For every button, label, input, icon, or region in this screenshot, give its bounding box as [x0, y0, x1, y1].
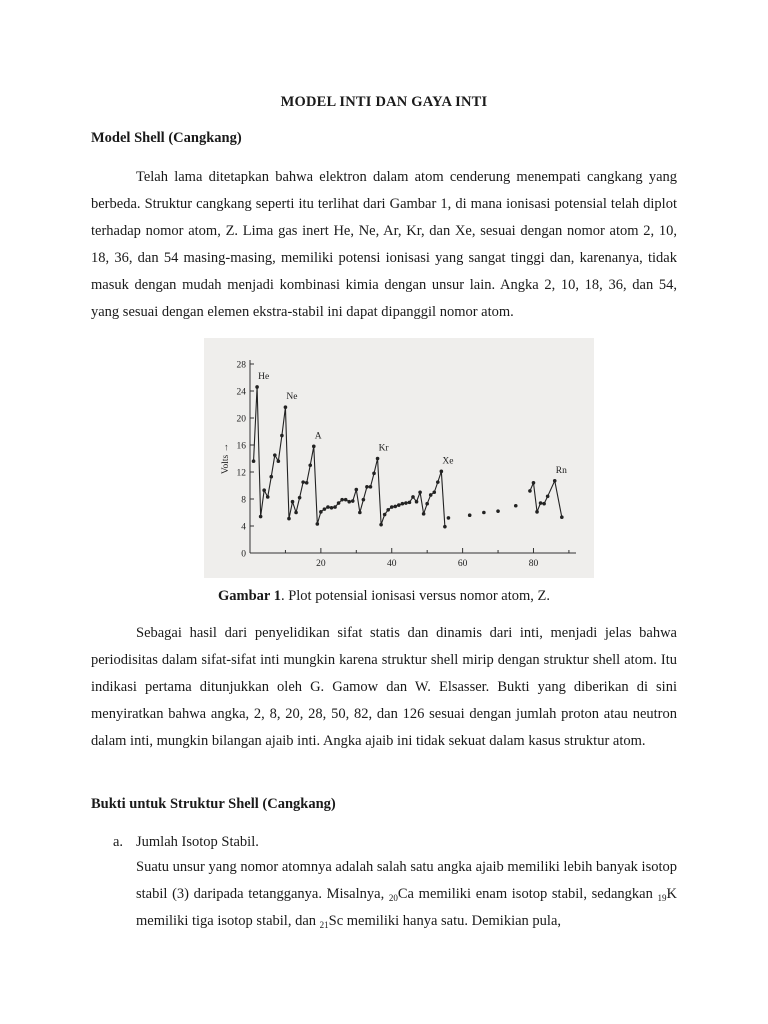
data-point	[393, 505, 397, 509]
data-point	[408, 501, 412, 505]
data-point	[323, 507, 327, 511]
caption-label: Gambar 1	[217, 588, 281, 604]
element-label: A	[314, 431, 322, 442]
data-point	[344, 498, 348, 502]
data-point	[316, 522, 320, 526]
data-point	[386, 508, 390, 512]
data-point	[284, 405, 288, 409]
data-point	[337, 501, 341, 505]
data-point	[298, 496, 302, 500]
y-axis-label: Volts →	[221, 442, 231, 475]
data-point	[418, 490, 422, 494]
series-line	[254, 387, 445, 527]
data-point	[252, 459, 256, 463]
y-tick-label: 0	[241, 549, 246, 560]
data-point	[440, 470, 444, 474]
data-point	[425, 502, 429, 506]
paragraph-2: Sebagai hasil dari penyelidikan sifat statis dan dinamis dari inti, menjadi jelas bahwa periodisitas dalam sifat-sifat inti mungkin karena struktur shell mirip dengan struktur shell atom. Itu indikasi pertama ditunjukkan oleh G. Gamow dan W. Elsasser. Bukti yang diberikan di sini menyiratkan bahwa angka, 2, 8, 20, 28, 50, 82, dan 126 sesuai dengan jumlah proton atau neutron dalam inti, mungkin bilangan ajaib inti. Angka ajaib ini tidak sekuat dalam kasus struktur atom.	[91, 625, 677, 749]
x-tick-label: 20	[316, 559, 326, 569]
subscript-ca: 20	[388, 893, 398, 903]
element-label: Kr	[378, 443, 389, 454]
element-label: Rn	[555, 465, 567, 476]
list-marker-a: a.	[113, 834, 124, 850]
y-tick-label: 28	[236, 360, 246, 371]
data-point	[546, 495, 550, 499]
data-point	[362, 498, 366, 502]
data-point	[436, 480, 440, 484]
x-tick-label: 80	[528, 559, 539, 569]
data-point	[280, 434, 284, 438]
y-tick-label: 8	[241, 495, 246, 506]
data-point	[532, 481, 536, 485]
data-point	[383, 513, 387, 517]
data-point	[277, 459, 281, 463]
data-point	[319, 510, 323, 514]
data-point	[496, 509, 500, 513]
list-item-body	[136, 854, 677, 935]
list-item-title: Jumlah Isotop Stabil.	[136, 834, 259, 850]
list-body-part-4: Sc memiliki hanya satu. Demikian pula,	[328, 913, 562, 929]
data-point	[255, 385, 259, 389]
data-point	[390, 505, 394, 509]
figure-caption	[91, 588, 677, 605]
data-point	[305, 481, 309, 485]
data-point	[351, 499, 355, 503]
data-point	[262, 488, 266, 492]
list-body-part-2: Ca memiliki enam isotop stabil, sedangkan	[397, 886, 658, 902]
data-point	[528, 489, 532, 493]
x-tick-label: 40	[386, 559, 397, 569]
data-point	[365, 485, 369, 489]
y-tick-label: 16	[236, 441, 246, 452]
data-point	[355, 488, 359, 492]
element-label: Xe	[442, 456, 454, 467]
data-point	[553, 479, 557, 483]
data-point	[539, 501, 543, 505]
y-tick-label: 20	[236, 414, 246, 425]
section-heading-bukti: Bukti untuk Struktur Shell (Cangkang)	[91, 796, 336, 812]
data-point	[312, 445, 316, 449]
data-point	[301, 480, 305, 484]
ionization-chart	[204, 338, 594, 578]
y-tick-label: 4	[241, 522, 246, 533]
data-point	[347, 500, 351, 504]
list-body-part-3: K memiliki tiga isotop stabil, dan	[136, 886, 677, 929]
data-point	[291, 500, 295, 504]
data-point	[269, 475, 273, 479]
data-point	[379, 523, 383, 527]
data-point	[432, 490, 436, 494]
series-line	[530, 481, 562, 517]
data-point	[308, 463, 312, 467]
data-point	[326, 505, 330, 509]
data-point	[422, 512, 426, 516]
caption-text: . Plot potensial ionisasi versus nomor atom, Z.	[280, 588, 551, 604]
data-point	[447, 516, 451, 520]
data-point	[514, 504, 518, 508]
data-point	[358, 511, 362, 515]
data-point	[333, 505, 337, 509]
y-tick-label: 12	[236, 468, 246, 479]
subscript-sc: 21	[319, 920, 329, 930]
data-point	[429, 493, 433, 497]
list-body-part-1: Suatu unsur yang nomor atomnya adalah salah satu angka ajaib memiliki lebih banyak isotop stabil (3) daripada tetangganya. Misalnya,	[136, 859, 677, 902]
data-point	[401, 502, 405, 506]
data-point	[415, 500, 419, 504]
data-point	[372, 472, 376, 476]
data-point	[266, 495, 270, 499]
data-point	[330, 506, 334, 510]
element-label: He	[258, 371, 270, 382]
data-point	[294, 511, 298, 515]
paragraph-1: Telah lama ditetapkan bahwa elektron dalam atom cenderung menempati cangkang yang berbeda. Struktur cangkang seperti itu terlihat dari Gambar 1, di mana ionisasi potensial telah diplot terhadap nomor atom, Z. Lima gas inert He, Ne, Ar, Kr, dan Xe, sesuai dengan nomor atom 2, 10, 18, 36, dan 54 masing-masing, memiliki potensi ionisasi yang sangat tinggi dan, karenanya, tidak masuk dengan mudah menjadi kombinasi kimia dengan unsur lain. Angka 2, 10, 18, 36, dan 54, yang sesuai dengan elemen ekstra-stabil ini dapat dipanggil nomor atom.	[91, 169, 677, 320]
data-point	[411, 495, 415, 499]
data-point	[273, 453, 277, 457]
data-point	[560, 515, 564, 519]
data-point	[259, 515, 263, 519]
element-label: Ne	[286, 392, 298, 403]
data-point	[397, 503, 401, 507]
subscript-k: 19	[657, 893, 667, 903]
y-tick-label: 24	[236, 387, 246, 398]
data-point	[482, 511, 486, 515]
data-point	[287, 517, 291, 521]
data-point	[542, 502, 546, 506]
data-point	[404, 501, 408, 505]
section-heading-model-shell: Model Shell (Cangkang)	[91, 130, 242, 146]
document-title: MODEL INTI DAN GAYA INTI	[280, 94, 488, 110]
x-tick-label: 60	[457, 559, 468, 569]
data-point	[443, 525, 447, 529]
data-point	[468, 513, 472, 517]
data-point	[535, 510, 539, 514]
data-point	[340, 498, 344, 502]
figure-ionization-plot	[204, 338, 594, 578]
data-point	[376, 457, 380, 461]
data-point	[369, 485, 373, 489]
